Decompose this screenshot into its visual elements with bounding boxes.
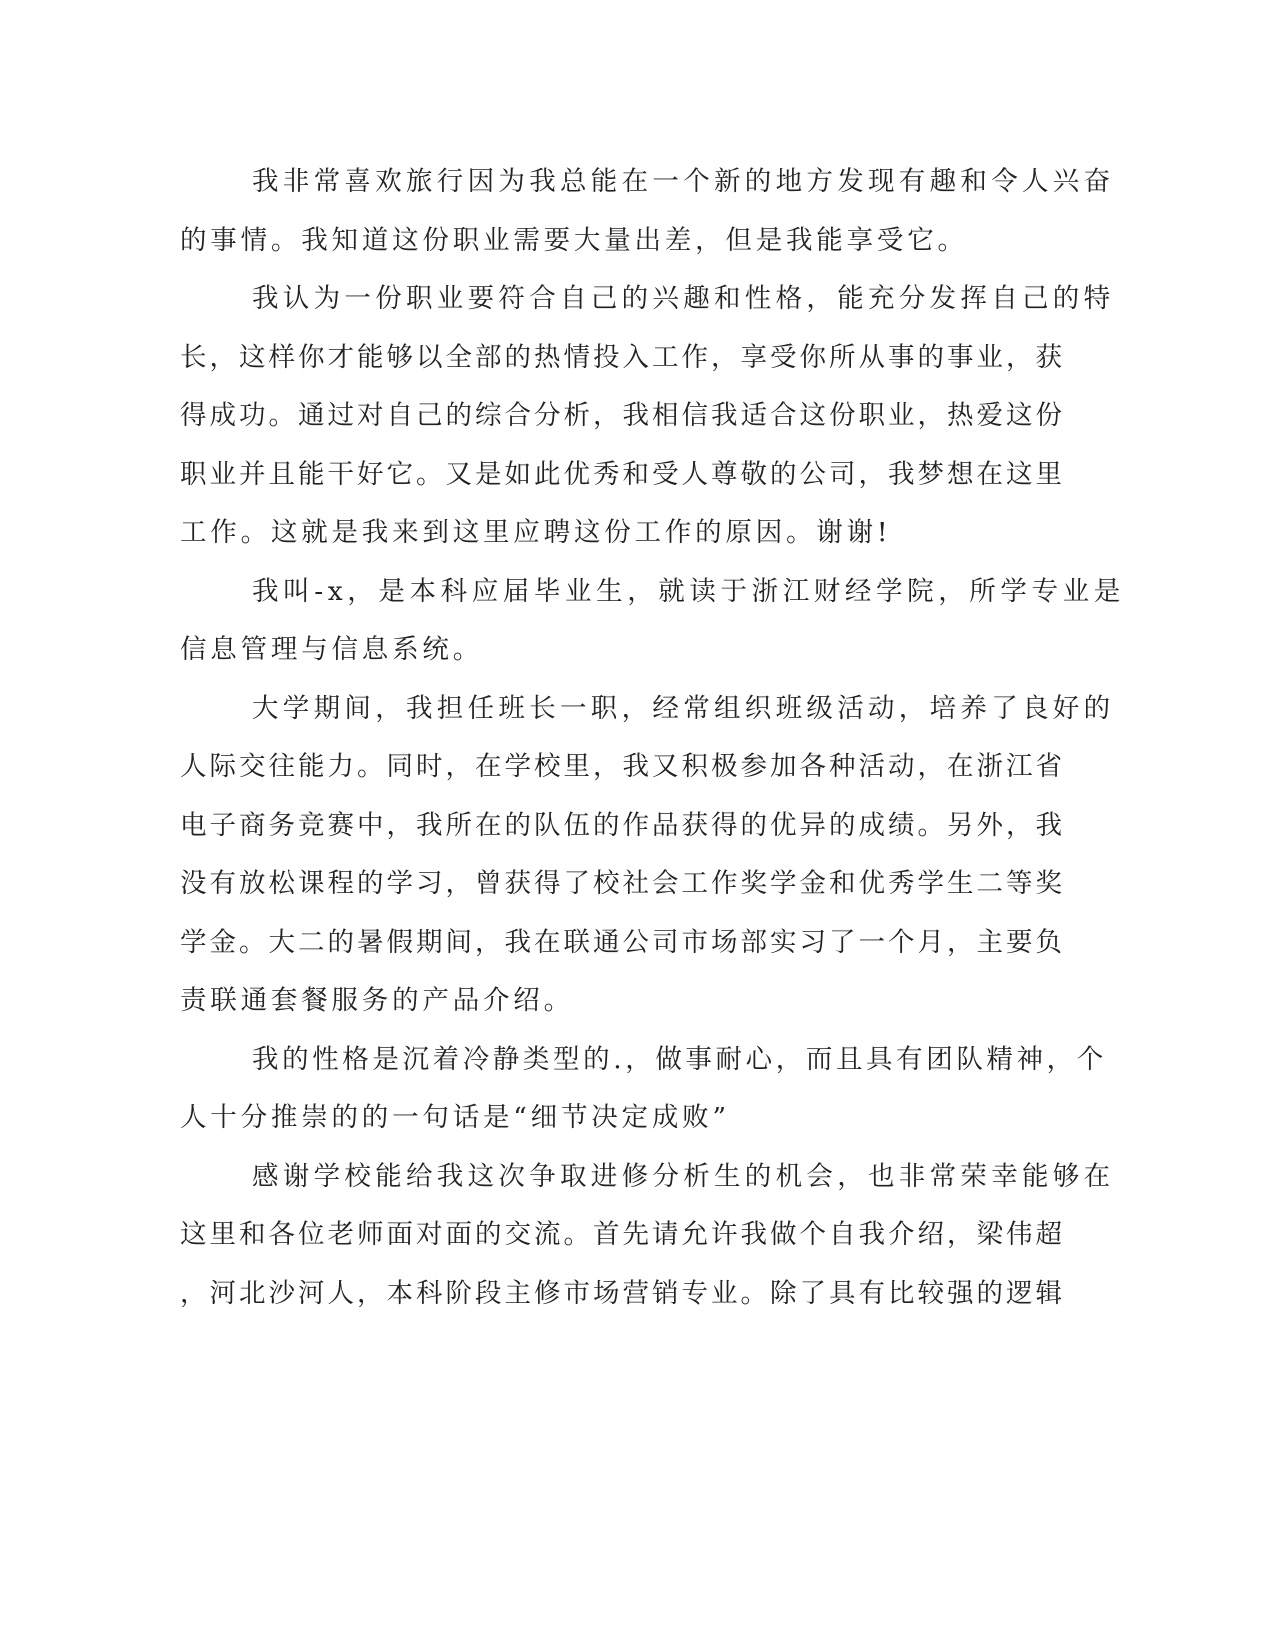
text-line: 大学期间，我担任班长一职，经常组织班级活动，培养了良好的 (252, 692, 1115, 724)
text-line: 人十分推崇的的一句话是“细节决定成败” (180, 1102, 730, 1133)
text-line: 我叫-x，是本科应届毕业生，就读于浙江财经学院，所学专业是 (252, 575, 1125, 607)
text-line: 责联通套餐服务的产品介绍。 (180, 985, 574, 1016)
text-line: 感谢学校能给我这次争取进修分析生的机会，也非常荣幸能够在 (252, 1160, 1115, 1192)
text-line: 电子商务竞赛中，我所在的队伍的作品获得的优异的成绩。另外，我 (180, 809, 1065, 841)
text-line: 的事情。我知道这份职业需要大量出差，但是我能享受它。 (180, 224, 968, 256)
text-line: ，河北沙河人，本科阶段主修市场营销专业。除了具有比较强的逻辑 (180, 1277, 1065, 1309)
text-line: 长，这样你才能够以全部的热情投入工作，享受你所从事的事业，获 (180, 341, 1065, 373)
text-line: 这里和各位老师面对面的交流。首先请允许我做个自我介绍，梁伟超 (180, 1219, 1065, 1250)
text-line: 工作。这就是我来到这里应聘这份工作的原因。谢谢! (180, 517, 892, 548)
text-line: 我认为一份职业要符合自己的兴趣和性格，能充分发挥自己的特 (252, 283, 1115, 314)
text-line: 学金。大二的暑假期间，我在联通公司市场部实习了一个月，主要负 (180, 926, 1065, 958)
text-line: 信息管理与信息系统。 (180, 634, 483, 665)
document-body (180, 158, 1125, 1328)
text-line: 人际交往能力。同时，在学校里，我又积极参加各种活动，在浙江省 (180, 751, 1065, 782)
text-line: 我的性格是沉着冷静类型的.，做事耐心，而且具有团队精神，个 (252, 1043, 1107, 1075)
text-line: 我非常喜欢旅行因为我总能在一个新的地方发现有趣和令人兴奋 (252, 166, 1115, 197)
text-line: 得成功。通过对自己的综合分析，我相信我适合这份职业，热爱这份 (180, 400, 1065, 431)
text-line: 职业并且能干好它。又是如此优秀和受人尊敬的公司，我梦想在这里 (180, 458, 1065, 490)
text-line: 没有放松课程的学习，曾获得了校社会工作奖学金和优秀学生二等奖 (180, 868, 1065, 899)
